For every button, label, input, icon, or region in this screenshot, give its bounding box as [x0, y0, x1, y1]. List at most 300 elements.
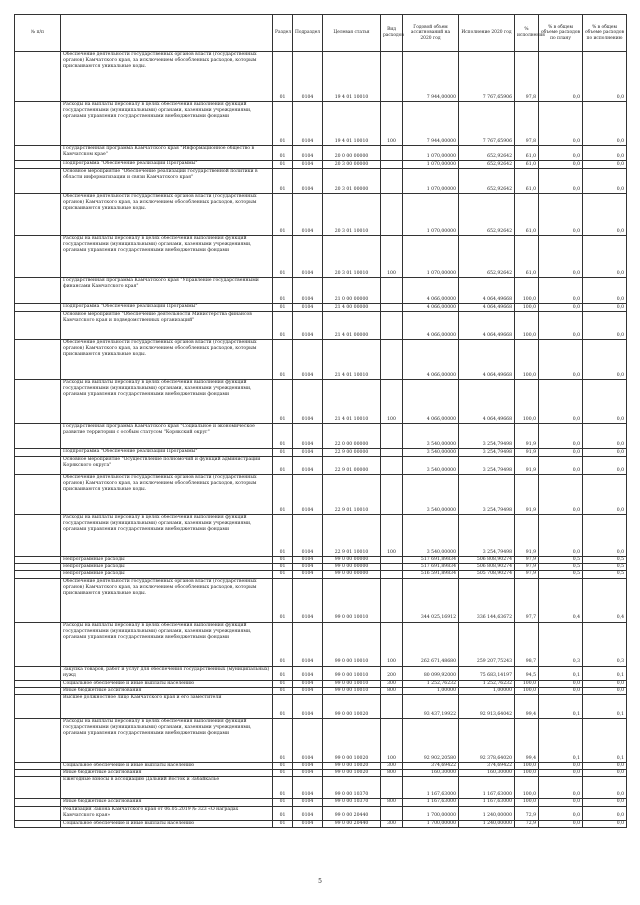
- cell-target: 19 4 01 10010: [323, 52, 381, 102]
- cell-share-plan: 0,0: [539, 380, 583, 424]
- cell-subsection: 0104: [293, 236, 323, 278]
- cell-percent: 100,0: [515, 763, 539, 770]
- cell-subsection: 0104: [293, 340, 323, 380]
- cell-section: 01: [273, 557, 293, 564]
- cell-subsection: 0104: [293, 687, 323, 694]
- cell-percent: 97,8: [515, 52, 539, 102]
- cell-subsection: 0104: [293, 194, 323, 236]
- cell-section: 01: [273, 380, 293, 424]
- cell-share-exec: 0,0: [583, 449, 627, 457]
- cell-annual: 93 437,19922: [403, 695, 459, 719]
- cell-target: 22 9 01 10010: [323, 475, 381, 515]
- cell-percent: 100,0: [515, 380, 539, 424]
- cell-target: 99 0 00 00000: [323, 564, 381, 571]
- cell-subsection: 0104: [293, 770, 323, 777]
- cell-target: 20 3 01 10010: [323, 236, 381, 278]
- cell-target: 21 4 01 10010: [323, 340, 381, 380]
- table-row: [15, 695, 627, 719]
- cell-subsection: 0104: [293, 777, 323, 799]
- cell-subsection: 0104: [293, 457, 323, 475]
- cell-section: 01: [273, 194, 293, 236]
- cell-num: [15, 236, 61, 278]
- cell-annual: 4 066,00000: [403, 312, 459, 340]
- cell-subsection: 0104: [293, 564, 323, 571]
- cell-percent: 61,0: [515, 161, 539, 169]
- cell-num: [15, 475, 61, 515]
- cell-share-exec: 0,0: [583, 777, 627, 799]
- cell-exptype: 300: [381, 820, 403, 827]
- cell-percent: 100,0: [515, 777, 539, 799]
- cell-section: 01: [273, 666, 293, 680]
- cell-share-plan: 0,1: [539, 695, 583, 719]
- cell-target: 21 0 00 00000: [323, 278, 381, 304]
- cell-target: 99 0 00 10020: [323, 763, 381, 770]
- table-row: [15, 380, 627, 424]
- cell-share-exec: 0,0: [583, 102, 627, 146]
- cell-subsection: 0104: [293, 52, 323, 102]
- cell-percent: 91,9: [515, 515, 539, 557]
- cell-share-plan: 0,0: [539, 278, 583, 304]
- cell-section: 01: [273, 52, 293, 102]
- cell-annual: 160,30000: [403, 770, 459, 777]
- cell-percent: 61,0: [515, 146, 539, 161]
- cell-executed: 652,92642: [459, 169, 515, 194]
- cell-target: 20 0 00 00000: [323, 146, 381, 161]
- cell-exptype: [381, 457, 403, 475]
- cell-share-exec: 0,0: [583, 194, 627, 236]
- cell-share-exec: 0,0: [583, 820, 627, 827]
- table-row: [15, 340, 627, 380]
- cell-section: 01: [273, 102, 293, 146]
- table-row: [15, 770, 627, 777]
- cell-target: 99 0 00 10010: [323, 687, 381, 694]
- table-row: [15, 515, 627, 557]
- cell-target: 99 0 00 20440: [323, 806, 381, 820]
- cell-percent: 99,4: [515, 719, 539, 763]
- cell-subsection: 0104: [293, 146, 323, 161]
- cell-share-plan: 0,0: [539, 449, 583, 457]
- cell-annual: 3 540,00000: [403, 515, 459, 557]
- cell-annual: 1 167,63000: [403, 777, 459, 799]
- cell-executed: 4 064,49668: [459, 304, 515, 312]
- cell-target: 99 0 00 10020: [323, 695, 381, 719]
- cell-subsection: 0104: [293, 449, 323, 457]
- table-row: [15, 820, 627, 827]
- table-row: [15, 236, 627, 278]
- cell-executed: 3 254,79498: [459, 449, 515, 457]
- cell-section: 01: [273, 622, 293, 666]
- cell-section: 01: [273, 820, 293, 827]
- cell-subsection: 0104: [293, 763, 323, 770]
- cell-subsection: 0104: [293, 312, 323, 340]
- cell-subsection: 0104: [293, 304, 323, 312]
- cell-section: 01: [273, 799, 293, 806]
- cell-annual: 4 066,00000: [403, 304, 459, 312]
- cell-exptype: [381, 571, 403, 578]
- cell-exptype: [381, 161, 403, 169]
- cell-executed: 506 808,90274: [459, 557, 515, 564]
- cell-subsection: 0104: [293, 806, 323, 820]
- cell-target: 21 4 01 00000: [323, 312, 381, 340]
- cell-num: [15, 770, 61, 777]
- cell-share-exec: 0,0: [583, 146, 627, 161]
- cell-subsection: 0104: [293, 278, 323, 304]
- cell-executed: 3 254,79498: [459, 457, 515, 475]
- cell-share-exec: 0,0: [583, 770, 627, 777]
- cell-target: 22 9 00 00000: [323, 449, 381, 457]
- cell-num: [15, 695, 61, 719]
- cell-share-plan: 0,4: [539, 578, 583, 622]
- cell-name: Социальное обеспечение и иные выплаты населению: [61, 763, 273, 770]
- cell-section: 01: [273, 806, 293, 820]
- cell-annual: 262 671,48680: [403, 622, 459, 666]
- cell-num: [15, 449, 61, 457]
- cell-section: 01: [273, 571, 293, 578]
- cell-num: [15, 161, 61, 169]
- table-row: [15, 161, 627, 169]
- cell-subsection: 0104: [293, 666, 323, 680]
- cell-executed: 506 808,90274: [459, 564, 515, 571]
- col-header-executed: Исполнение 2020 год: [459, 15, 515, 52]
- cell-subsection: 0104: [293, 571, 323, 578]
- cell-name: Расходы на выплаты персоналу в целях обеспечения выполнения функций государственными (муниципальными) органами, казенными учреждениями, органами управления государственными внебюджетными фондами: [61, 515, 273, 557]
- cell-exptype: 100: [381, 622, 403, 666]
- cell-percent: 91,9: [515, 424, 539, 449]
- cell-share-plan: 0,0: [539, 102, 583, 146]
- cell-percent: 97,9: [515, 571, 539, 578]
- cell-num: [15, 687, 61, 694]
- cell-percent: 100,0: [515, 340, 539, 380]
- cell-section: 01: [273, 719, 293, 763]
- table-row: [15, 806, 627, 820]
- cell-name: Расходы на выплаты персоналу в целях обеспечения выполнения функций государственными (муниципальными) органами, казенными учреждениями, органами управления государственными внебюджетными фондами: [61, 622, 273, 666]
- cell-num: [15, 146, 61, 161]
- cell-name: Закупка товаров, работ и услуг для обеспечения государственных (муниципальных) нужд: [61, 666, 273, 680]
- cell-executed: 505 708,90274: [459, 571, 515, 578]
- cell-name: Подпрограмма "Обеспечение реализации Программы": [61, 161, 273, 169]
- cell-executed: 92 378,64020: [459, 719, 515, 763]
- cell-annual: 1 167,63000: [403, 799, 459, 806]
- cell-share-plan: 0,3: [539, 622, 583, 666]
- cell-annual: 7 944,00000: [403, 102, 459, 146]
- cell-target: 99 0 00 10370: [323, 799, 381, 806]
- cell-subsection: 0104: [293, 622, 323, 666]
- cell-percent: 97,9: [515, 564, 539, 571]
- cell-target: 20 3 00 00000: [323, 161, 381, 169]
- cell-num: [15, 578, 61, 622]
- cell-target: 99 0 00 10010: [323, 666, 381, 680]
- table-row: [15, 622, 627, 666]
- cell-subsection: 0104: [293, 578, 323, 622]
- cell-share-exec: 0,1: [583, 719, 627, 763]
- cell-annual: 3 540,00000: [403, 457, 459, 475]
- cell-subsection: 0104: [293, 515, 323, 557]
- cell-target: 19 4 01 10010: [323, 102, 381, 146]
- col-header-exptype: Вид расходов: [381, 15, 403, 52]
- cell-share-exec: 0,0: [583, 278, 627, 304]
- table-row: [15, 719, 627, 763]
- cell-executed: 4 064,49668: [459, 380, 515, 424]
- cell-num: [15, 424, 61, 449]
- cell-executed: 7 767,65906: [459, 102, 515, 146]
- cell-executed: 1 167,63000: [459, 777, 515, 799]
- cell-share-exec: 0,0: [583, 236, 627, 278]
- cell-annual: 517 691,89834: [403, 564, 459, 571]
- cell-section: 01: [273, 340, 293, 380]
- cell-share-plan: 0,0: [539, 52, 583, 102]
- document-page: [14, 14, 626, 828]
- cell-percent: 97,8: [515, 102, 539, 146]
- cell-executed: 4 064,49668: [459, 340, 515, 380]
- table-row: [15, 475, 627, 515]
- cell-num: [15, 571, 61, 578]
- cell-target: 22 0 00 00000: [323, 424, 381, 449]
- cell-num: [15, 564, 61, 571]
- cell-share-plan: 0,0: [539, 194, 583, 236]
- cell-target: 22 9 01 10010: [323, 515, 381, 557]
- cell-executed: 4 064,49668: [459, 278, 515, 304]
- cell-section: 01: [273, 578, 293, 622]
- cell-subsection: 0104: [293, 380, 323, 424]
- cell-share-plan: 0,1: [539, 666, 583, 680]
- cell-section: 01: [273, 770, 293, 777]
- table-row: [15, 169, 627, 194]
- cell-percent: 91,9: [515, 449, 539, 457]
- table-row: [15, 278, 627, 304]
- cell-executed: 1 240,00000: [459, 820, 515, 827]
- cell-executed: 3 254,79498: [459, 515, 515, 557]
- cell-name: Обеспечение деятельности государственных органов власти (государственных органов) Камчатского края, за исключением обособленных расходов, которым присваиваются уникальные коды.: [61, 475, 273, 515]
- cell-name: Непрограммные расходы: [61, 557, 273, 564]
- cell-target: 99 0 00 10370: [323, 777, 381, 799]
- cell-name: Обеспечение деятельности государственных органов власти (государственных органов) Камчатского края, за исключением обособленных расходов, которым присваиваются уникальные коды.: [61, 52, 273, 102]
- cell-annual: 344 025,16912: [403, 578, 459, 622]
- cell-share-plan: 0,0: [539, 424, 583, 449]
- cell-share-exec: 0,0: [583, 806, 627, 820]
- cell-executed: 7 767,65906: [459, 52, 515, 102]
- page-number: 5: [318, 878, 322, 885]
- cell-share-plan: 0,0: [539, 820, 583, 827]
- cell-num: [15, 312, 61, 340]
- cell-executed: 374,69422: [459, 763, 515, 770]
- table-row: [15, 557, 627, 564]
- cell-exptype: 100: [381, 515, 403, 557]
- table-row: [15, 799, 627, 806]
- cell-annual: 4 066,00000: [403, 380, 459, 424]
- cell-name: Иные бюджетные ассигнования: [61, 687, 273, 694]
- cell-executed: 1,00000: [459, 687, 515, 694]
- table-row: [15, 687, 627, 694]
- cell-share-exec: 0,5: [583, 571, 627, 578]
- cell-name: Расходы на выплаты персоналу в целях обеспечения выполнения функций государственными (муниципальными) органами, казенными учреждениями, органами управления государственными внебюджетными фондами: [61, 719, 273, 763]
- cell-name: Социальное обеспечение и иные выплаты населению: [61, 680, 273, 687]
- cell-percent: 100,0: [515, 770, 539, 777]
- cell-num: [15, 457, 61, 475]
- cell-share-exec: 0,0: [583, 52, 627, 102]
- cell-percent: 100,0: [515, 304, 539, 312]
- cell-num: [15, 820, 61, 827]
- cell-name: Высшее должностное лицо Камчатского края и его заместители: [61, 695, 273, 719]
- cell-exptype: [381, 169, 403, 194]
- cell-name: Основное мероприятие "Обеспечение реализации государственной политики в области информатизации и связи Камчатского края": [61, 169, 273, 194]
- cell-exptype: [381, 806, 403, 820]
- cell-annual: 517 691,89834: [403, 557, 459, 564]
- cell-share-plan: 0,0: [539, 169, 583, 194]
- cell-share-plan: 0,0: [539, 680, 583, 687]
- cell-exptype: 800: [381, 687, 403, 694]
- cell-num: [15, 515, 61, 557]
- cell-exptype: 100: [381, 719, 403, 763]
- cell-num: [15, 194, 61, 236]
- cell-target: 99 0 00 10020: [323, 719, 381, 763]
- cell-executed: 3 254,79498: [459, 424, 515, 449]
- cell-percent: 61,0: [515, 236, 539, 278]
- cell-annual: 1 070,00000: [403, 169, 459, 194]
- cell-name: Подпрограмма "Обеспечение реализации Программы": [61, 449, 273, 457]
- cell-target: 99 0 00 10010: [323, 680, 381, 687]
- cell-target: 21 4 00 00000: [323, 304, 381, 312]
- cell-share-exec: 0,0: [583, 515, 627, 557]
- cell-executed: 652,92642: [459, 161, 515, 169]
- cell-executed: 160,30000: [459, 770, 515, 777]
- table-row: [15, 763, 627, 770]
- cell-annual: 1 070,00000: [403, 161, 459, 169]
- cell-exptype: [381, 278, 403, 304]
- cell-percent: 97,7: [515, 578, 539, 622]
- table-row: [15, 564, 627, 571]
- col-header-section: Раздел: [273, 15, 293, 52]
- cell-annual: 516 591,89834: [403, 571, 459, 578]
- cell-share-plan: 0,5: [539, 571, 583, 578]
- cell-exptype: 200: [381, 666, 403, 680]
- cell-share-plan: 0,5: [539, 564, 583, 571]
- cell-target: 99 0 00 10010: [323, 578, 381, 622]
- col-header-num: № п/п: [15, 15, 61, 52]
- cell-percent: 91,9: [515, 457, 539, 475]
- cell-annual: 1,00000: [403, 687, 459, 694]
- cell-subsection: 0104: [293, 169, 323, 194]
- cell-annual: 3 540,00000: [403, 475, 459, 515]
- cell-section: 01: [273, 424, 293, 449]
- cell-annual: 1 070,00000: [403, 194, 459, 236]
- cell-section: 01: [273, 763, 293, 770]
- cell-executed: 1 252,76232: [459, 680, 515, 687]
- table-row: [15, 304, 627, 312]
- cell-section: 01: [273, 777, 293, 799]
- cell-target: 21 4 01 10010: [323, 380, 381, 424]
- cell-name: Обеспечение деятельности государственных органов власти (государственных органов) Камчатского края, за исключением обособленных расходов, которым присваиваются уникальные коды.: [61, 578, 273, 622]
- cell-num: [15, 777, 61, 799]
- cell-share-plan: 0,0: [539, 475, 583, 515]
- cell-target: 22 9 01 00000: [323, 457, 381, 475]
- col-header-annual: Годовой объем ассигнований на 2020 год: [403, 15, 459, 52]
- budget-execution-table: [14, 14, 627, 828]
- cell-share-plan: 0,0: [539, 515, 583, 557]
- cell-name: Непрограммные расходы: [61, 564, 273, 571]
- cell-executed: 652,92642: [459, 146, 515, 161]
- cell-target: 99 0 00 10020: [323, 770, 381, 777]
- cell-share-exec: 0,0: [583, 304, 627, 312]
- cell-annual: 7 944,00000: [403, 52, 459, 102]
- cell-subsection: 0104: [293, 557, 323, 564]
- cell-share-exec: 0,0: [583, 161, 627, 169]
- cell-name: Расходы на выплаты персоналу в целях обеспечения выполнения функций государственными (муниципальными) органами, казенными учреждениями, органами управления государственными внебюджетными фондами: [61, 380, 273, 424]
- cell-subsection: 0104: [293, 161, 323, 169]
- cell-share-exec: 0,0: [583, 680, 627, 687]
- cell-num: [15, 557, 61, 564]
- cell-target: 20 3 01 10010: [323, 194, 381, 236]
- cell-num: [15, 380, 61, 424]
- cell-annual: 3 540,00000: [403, 424, 459, 449]
- cell-name: Основное мероприятие "Осуществление полномочий и функций администрации Корякского округа": [61, 457, 273, 475]
- cell-name: Непрограммные расходы: [61, 571, 273, 578]
- cell-num: [15, 278, 61, 304]
- cell-name: Иные бюджетные ассигнования: [61, 770, 273, 777]
- cell-exptype: 800: [381, 799, 403, 806]
- cell-exptype: [381, 475, 403, 515]
- cell-executed: 92 913,64042: [459, 695, 515, 719]
- cell-executed: 3 254,79498: [459, 475, 515, 515]
- table-row: [15, 680, 627, 687]
- col-header-share-exec: % в общем объеме расходов по исполнению: [583, 15, 627, 52]
- cell-share-plan: 0,0: [539, 312, 583, 340]
- cell-share-plan: 0,0: [539, 687, 583, 694]
- cell-section: 01: [273, 146, 293, 161]
- cell-share-exec: 0,0: [583, 340, 627, 380]
- cell-share-plan: 0,0: [539, 457, 583, 475]
- cell-section: 01: [273, 695, 293, 719]
- cell-num: [15, 719, 61, 763]
- cell-percent: 100,0: [515, 687, 539, 694]
- col-header-target: Целевая статья: [323, 15, 381, 52]
- cell-share-exec: 0,0: [583, 763, 627, 770]
- table-row: [15, 457, 627, 475]
- cell-num: [15, 622, 61, 666]
- cell-percent: 61,0: [515, 194, 539, 236]
- cell-executed: 1 240,00000: [459, 806, 515, 820]
- cell-num: [15, 102, 61, 146]
- cell-share-exec: 0,0: [583, 687, 627, 694]
- cell-name: Реализация Закона Камчатского края от 06.05.2019 № 323 «О наградах Камчатского края»: [61, 806, 273, 820]
- table-row: [15, 194, 627, 236]
- cell-share-plan: 0,0: [539, 146, 583, 161]
- cell-share-exec: 0,4: [583, 578, 627, 622]
- cell-percent: 94,5: [515, 666, 539, 680]
- cell-exptype: 100: [381, 102, 403, 146]
- table-header-row: [15, 15, 627, 52]
- cell-name: Обеспечение деятельности государственных органов власти (государственных органов) Камчатского края, за исключением обособленных расходов, которым присваиваются уникальные коды.: [61, 194, 273, 236]
- cell-section: 01: [273, 457, 293, 475]
- cell-name: Основное мероприятие "Обеспечение деятельности Министерства финансов Камчатского края и подведомственных организаций": [61, 312, 273, 340]
- cell-share-plan: 0,0: [539, 777, 583, 799]
- cell-num: [15, 763, 61, 770]
- cell-annual: 1 252,76232: [403, 680, 459, 687]
- table-row: [15, 449, 627, 457]
- cell-exptype: 300: [381, 680, 403, 687]
- cell-num: [15, 169, 61, 194]
- cell-share-plan: 0,0: [539, 763, 583, 770]
- table-row: [15, 777, 627, 799]
- cell-name: Подпрограмма "Обеспечение реализации Программы": [61, 304, 273, 312]
- cell-name: Ежегодные взносы в ассоциацию Дальний Восток и Забайкалье: [61, 777, 273, 799]
- cell-section: 01: [273, 680, 293, 687]
- cell-percent: 99,4: [515, 695, 539, 719]
- cell-share-exec: 0,1: [583, 695, 627, 719]
- cell-percent: 100,0: [515, 278, 539, 304]
- cell-target: 99 0 00 10010: [323, 622, 381, 666]
- cell-exptype: 100: [381, 236, 403, 278]
- cell-annual: 1 700,00000: [403, 806, 459, 820]
